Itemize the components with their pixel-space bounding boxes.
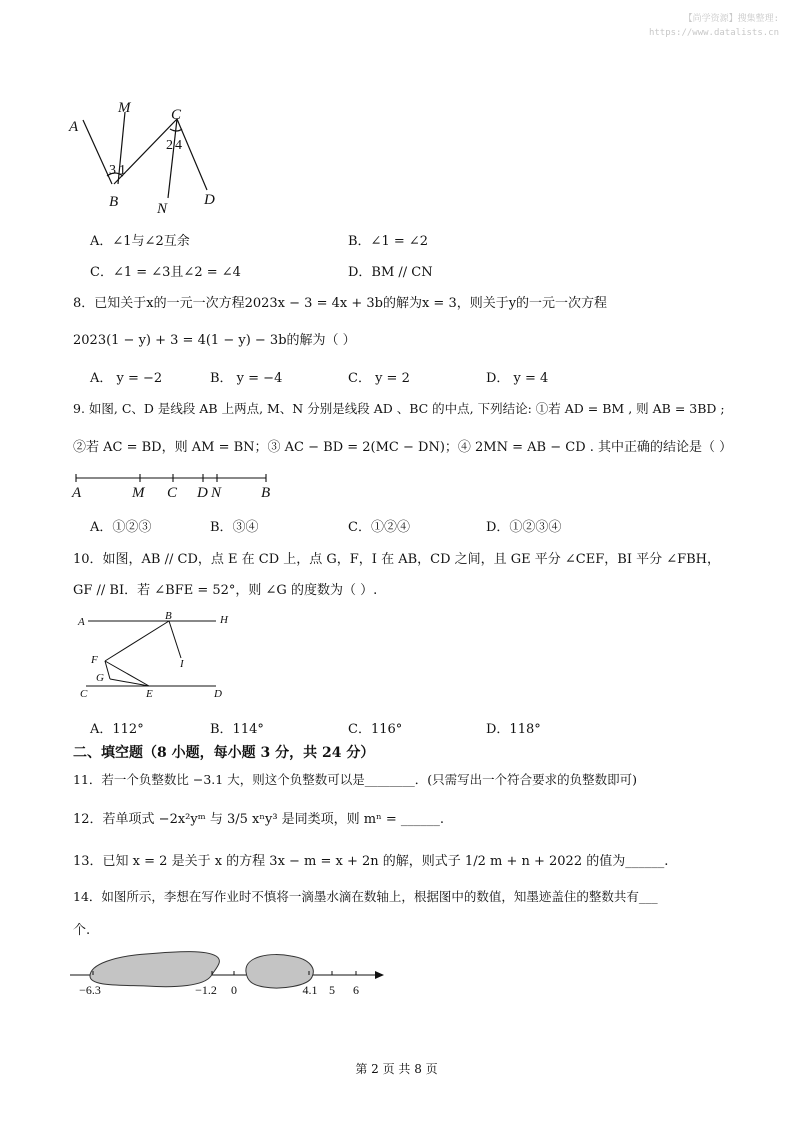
watermark-title: 【尚学资源】搜集整理: <box>683 14 779 24</box>
q10-option-d: D．118° <box>486 722 541 737</box>
q9-label-d: D <box>197 485 208 501</box>
q9-label-a: A <box>72 485 82 501</box>
q10-label-h: H <box>220 614 228 626</box>
q8-option-c: C． y = 2 <box>348 371 410 386</box>
q7-angle-4: 4 <box>175 138 182 153</box>
q14-label-0: 0 <box>231 983 237 997</box>
q7-option-b: B．∠1 = ∠2 <box>348 234 429 249</box>
q9-option-b: B．③④ <box>210 520 259 535</box>
q14-stem-line1: 14．如图所示，李想在写作业时不慎将一滴墨水滴在数轴上，根据图中的数值，知墨迹盖住的整数共有___ <box>73 889 658 904</box>
q10-option-a: A．112° <box>90 722 144 737</box>
q7-label-n: N <box>157 201 168 217</box>
q7-figure <box>60 92 230 217</box>
q10-option-c: C．116° <box>348 722 403 737</box>
q7-line-ab <box>83 120 112 184</box>
q14-label-6: 6 <box>353 983 359 997</box>
q10-label-d: D <box>214 688 222 700</box>
q12-stem: 12．若单项式 −2x²yᵐ 与 3/5 xⁿy³ 是同类项，则 mⁿ = ______. <box>73 812 445 827</box>
q9-option-a: A．①②③ <box>90 520 152 535</box>
q10-stem-line2: GF // BI．若 ∠BFE = 52°，则 ∠G 的度数为（ ）. <box>73 583 378 598</box>
q10-figure <box>72 607 242 702</box>
q10-line-bi <box>169 621 181 658</box>
q7-option-a: A．∠1与∠2互余 <box>90 234 190 249</box>
section-title-fill-in: 二、填空题（8 小题，每小题 3 分，共 24 分） <box>73 745 375 761</box>
q14-label-neg1-2: −1.2 <box>195 983 217 997</box>
q10-label-a: A <box>78 616 85 628</box>
q14-label-5: 5 <box>329 983 335 997</box>
q9-option-d: D．①②③④ <box>486 520 562 535</box>
q14-stem-line2: 个. <box>73 923 91 938</box>
q10-label-f: F <box>91 654 98 666</box>
q10-label-g: G <box>96 672 104 684</box>
q9-figure <box>70 470 280 502</box>
page-footer: 第 2 页 共 8 页 <box>355 1062 438 1076</box>
q14-label-4-1: 4.1 <box>302 983 318 997</box>
q9-label-n: N <box>211 485 222 501</box>
q9-label-m: M <box>132 485 145 501</box>
q8-stem-line1: 8．已知关于x的一元一次方程2023x − 3 = 4x + 3b的解为x = 3，则关于y的一元一次方程 <box>73 296 608 311</box>
q7-label-b: B <box>109 194 119 210</box>
q9-stem-line1: 9. 如图, C、D 是线段 AB 上两点, M、N 分别是线段 AD 、BC 的中点, 下列结论: ①若 AD = BM , 则 AB = 3BD ; <box>73 401 725 416</box>
q7-label-c: C <box>171 107 182 123</box>
q8-stem-line2: 2023(1 − y) + 3 = 4(1 − y) − 3b的解为（ ） <box>73 333 356 348</box>
q8-option-d: D． y = 4 <box>486 371 549 386</box>
q9-label-b: B <box>261 485 271 501</box>
q8-option-a: A． y = −2 <box>90 371 163 386</box>
q7-angle-2: 2 <box>166 138 173 153</box>
q14-number-line <box>66 944 396 1002</box>
q14-axis-arrow <box>375 971 384 979</box>
q9-stem-line2: ②若 AC = BD，则 AM = BN；③ AC − BD = 2(MC − DN)；④ 2MN = AB − CD . 其中正确的结论是（ ） <box>73 440 733 455</box>
q14-ink-blot-left <box>90 952 219 987</box>
q7-label-a: A <box>69 119 79 135</box>
q7-label-m: M <box>118 100 131 116</box>
q7-option-c: C．∠1 = ∠3且∠2 = ∠4 <box>90 265 241 280</box>
q10-line-bf <box>105 621 169 661</box>
q7-label-d: D <box>204 192 215 208</box>
q10-label-c: C <box>80 688 88 700</box>
q8-option-b: B． y = −4 <box>210 371 283 386</box>
q7-angle-1: 1 <box>119 163 126 178</box>
q11-stem: 11．若一个负整数比 −3.1 大，则这个负整数可以是________．(只需写出一个符合要求的负整数即可) <box>73 772 637 787</box>
q10-label-b: B <box>165 610 172 622</box>
q10-label-i: I <box>180 658 184 670</box>
q13-stem: 13．已知 x = 2 是关于 x 的方程 3x − m = x + 2n 的解，则式子 1/2 m + n + 2022 的值为______. <box>73 854 669 869</box>
q7-angle-3: 3 <box>109 163 116 178</box>
watermark-url: https://www.datalists.cn <box>648 28 779 38</box>
q10-option-b: B．114° <box>210 722 264 737</box>
q10-label-e: E <box>146 688 153 700</box>
q10-stem-line1: 10．如图，AB // CD，点 E 在 CD 上，点 G，F，I 在 AB，CD 之间，且 GE 平分 ∠CEF，BI 平分 ∠FBH， <box>73 552 721 567</box>
q9-option-c: C．①②④ <box>348 520 410 535</box>
q7-option-d: D．BM // CN <box>348 265 433 280</box>
q9-label-c: C <box>167 485 178 501</box>
q14-label-neg6-3: −6.3 <box>79 983 101 997</box>
